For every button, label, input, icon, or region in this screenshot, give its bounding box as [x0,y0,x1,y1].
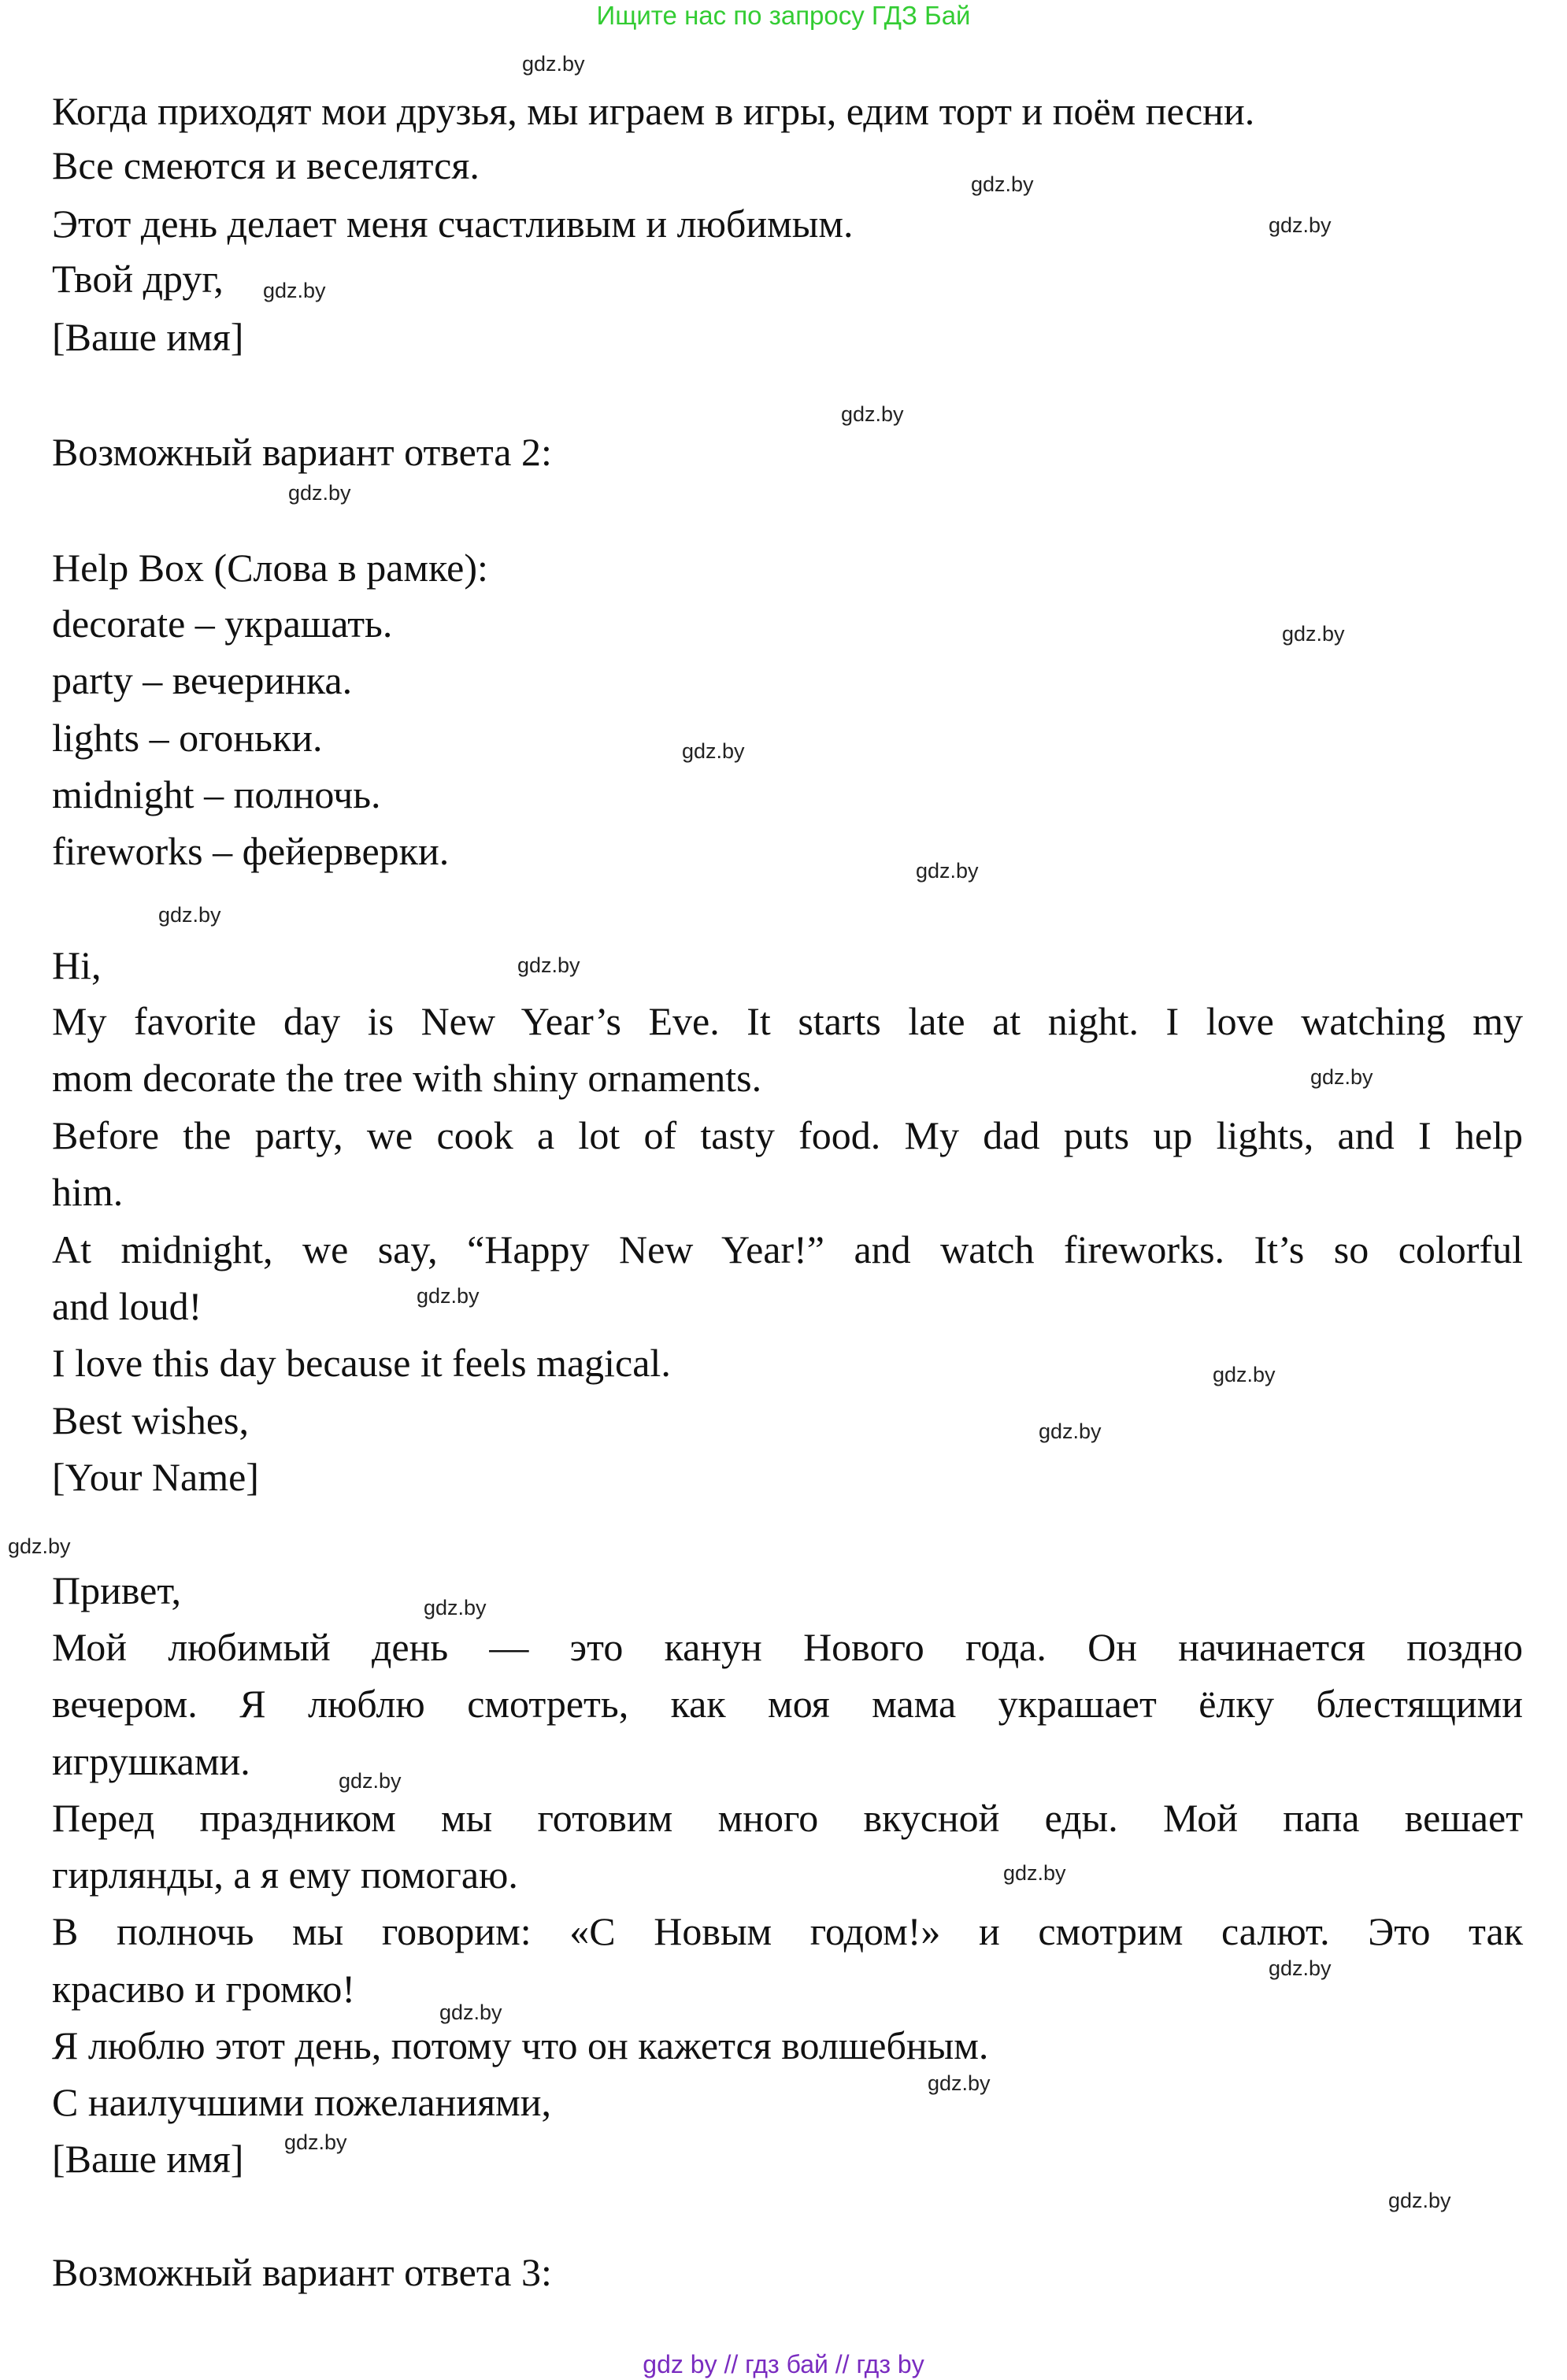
watermark: gdz.by [284,2130,347,2154]
help-box-item: fireworks – фейерверки. [52,829,450,873]
watermark: gdz.by [424,1596,487,1619]
en-letter-greeting: Hi, [52,943,102,987]
ru-letter-2-p1-line-2: вечером. Я люблю смотреть, как моя мама украшает ёлку блестящими [52,1682,1523,1726]
watermark: gdz.by [971,172,1034,196]
watermark: gdz.by [1213,1363,1276,1386]
ru-letter-1-line-1: Когда приходят мои друзья, мы играем в игры, едим торт и поём песни. [52,89,1255,133]
watermark: gdz.by [288,481,351,505]
ru-letter-2-p4: Я люблю этот день, потому что он кажется волшебным. [52,2023,989,2067]
ru-letter-2-p3-line-1: В полночь мы говорим: «С Новым годом!» и смотрим салют. Это так [52,1909,1523,1953]
watermark: gdz.by [1003,1861,1066,1885]
watermark: gdz.by [1282,622,1345,646]
ru-letter-2-p3-line-2: красиво и громко! [52,1967,356,2011]
variant-3-heading: Возможный вариант ответа 3: [52,2250,552,2294]
ru-letter-2-p2-line-2: гирлянды, а я ему помогаю. [52,1853,518,1897]
ru-letter-2-p1-line-3: игрушками. [52,1739,250,1783]
help-box-item: lights – огоньки. [52,716,323,760]
en-letter-p4: I love this day because it feels magical. [52,1341,671,1385]
watermark: gdz.by [916,859,979,883]
en-letter-p2-line-2: him. [52,1170,124,1214]
ru-letter-2-sign-off: С наилучшими пожеланиями, [52,2080,551,2124]
help-box-item: decorate – украшать. [52,601,393,646]
watermark: gdz.by [682,739,745,763]
ru-letter-2-p1-line-1: Мой любимый день — это канун Нового года. Он начинается поздно [52,1625,1523,1669]
watermark: gdz.by [263,279,326,302]
help-box-title: Help Box (Слова в рамке): [52,546,488,590]
ru-letter-2-greeting: Привет, [52,1568,181,1612]
en-letter-p1-line-1: My favorite day is New Year’s Eve. It starts late at night. I love watching my [52,999,1523,1043]
ru-letter-2-name: [Ваше имя] [52,2137,244,2181]
watermark: gdz.by [841,402,904,426]
help-box-item: midnight – полночь. [52,772,381,816]
en-letter-sign-off: Best wishes, [52,1398,249,1442]
watermark: gdz.by [1269,213,1332,237]
ru-letter-1-sign-off: Твой друг, [52,257,224,301]
ru-letter-1-line-2: Все смеются и веселятся. [52,143,480,187]
en-letter-p1-line-2: mom decorate the tree with shiny ornaments. [52,1056,762,1100]
help-box-item: party – вечеринка. [52,658,353,702]
variant-2-heading: Возможный вариант ответа 2: [52,430,552,474]
watermark: gdz.by [417,1284,480,1308]
ru-letter-2-p2-line-1: Перед праздником мы готовим много вкусной еды. Мой папа вешает [52,1796,1523,1840]
watermark: gdz.by [1388,2189,1451,2212]
watermark: gdz.by [1039,1419,1102,1443]
watermark: gdz.by [1310,1065,1373,1089]
watermark: gdz.by [522,52,585,76]
search-hint-link[interactable]: Ищите нас по запросу ГДЗ Бай [596,1,971,30]
en-letter-p3-line-1: At midnight, we say, “Happy New Year!” and watch fireworks. It’s so colorful [52,1227,1523,1271]
ru-letter-1-line-3: Этот день делает меня счастливым и любимым. [52,202,854,246]
watermark: gdz.by [439,2001,502,2024]
watermark: gdz.by [517,953,580,977]
watermark: gdz.by [339,1769,402,1793]
watermark: gdz.by [928,2071,991,2095]
en-letter-name: [Your Name] [52,1455,259,1499]
watermark: gdz.by [158,903,221,927]
watermark: gdz.by [8,1534,71,1558]
en-letter-p3-line-2: and loud! [52,1284,202,1328]
watermark: gdz.by [1269,1956,1332,1980]
ru-letter-1-name: [Ваше имя] [52,315,244,359]
en-letter-p2-line-1: Before the party, we cook a lot of tasty food. My dad puts up lights, and I help [52,1113,1523,1157]
footer-links[interactable]: gdz by // гдз бай // гдз by [643,2350,924,2378]
